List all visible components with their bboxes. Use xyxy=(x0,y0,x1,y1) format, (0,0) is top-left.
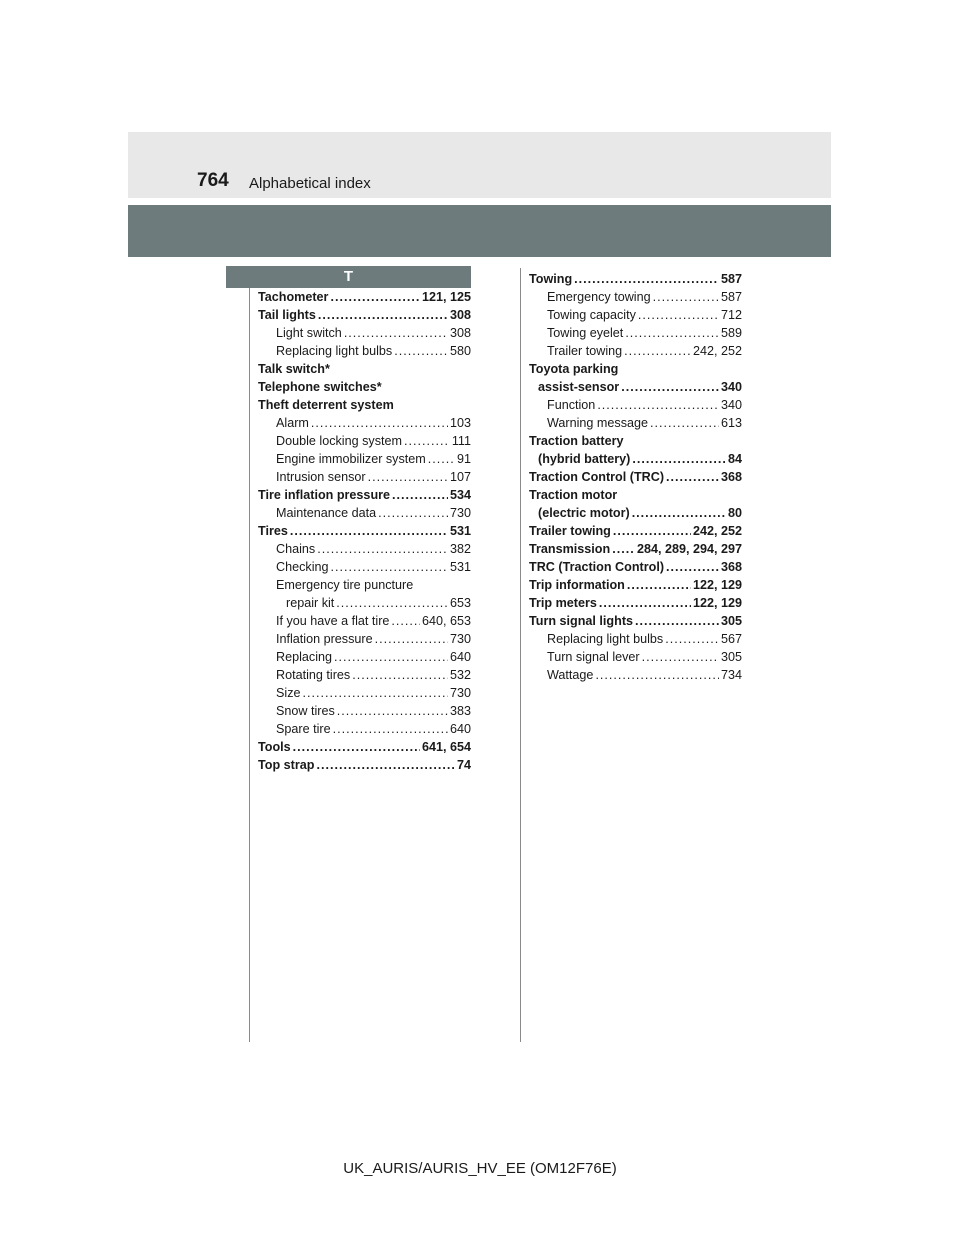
leader-dots xyxy=(599,594,691,612)
leader-dots xyxy=(428,450,455,468)
index-entry-label: Snow tires xyxy=(276,704,335,718)
index-entry xyxy=(529,306,742,324)
leader-dots xyxy=(574,270,719,288)
leader-dots xyxy=(665,630,719,648)
leader-dots xyxy=(303,684,448,702)
index-column-left xyxy=(258,288,471,774)
index-entry-page[interactable]: 74 xyxy=(456,758,471,772)
index-entry xyxy=(529,324,742,342)
index-entry-page[interactable]: 340 xyxy=(720,380,742,394)
index-entry-page[interactable]: 84 xyxy=(727,452,742,466)
index-entry xyxy=(258,756,471,774)
leader-dots xyxy=(632,504,726,522)
index-entry-label: Warning message xyxy=(547,416,649,430)
index-entry-page[interactable]: 730 xyxy=(449,632,471,646)
leader-dots xyxy=(595,666,719,684)
leader-dots xyxy=(650,414,719,432)
index-entry xyxy=(529,270,742,288)
index-entry-page[interactable]: 532 xyxy=(449,668,471,682)
index-entry-label: Trailer towing xyxy=(529,524,611,538)
index-entry-label: Tires xyxy=(258,524,288,538)
leader-dots xyxy=(624,342,691,360)
index-entry xyxy=(529,666,742,684)
index-entry xyxy=(529,378,742,396)
index-entry-label: Tachometer xyxy=(258,290,329,304)
leader-dots xyxy=(404,432,450,450)
index-entry-label: Towing eyelet xyxy=(547,326,624,340)
leader-dots xyxy=(334,648,448,666)
leader-dots xyxy=(317,540,448,558)
index-entry xyxy=(529,360,742,378)
index-entry-label: Alarm xyxy=(276,416,309,430)
index-entry xyxy=(258,288,471,306)
column-divider-right xyxy=(520,268,521,1042)
leader-dots xyxy=(331,558,448,576)
index-entry xyxy=(258,504,471,522)
index-entry xyxy=(529,468,742,486)
index-entry-label: Tools xyxy=(258,740,291,754)
index-entry-page[interactable]: 242, 252 xyxy=(692,344,742,358)
index-entry-label: Wattage xyxy=(547,668,594,682)
leader-dots xyxy=(316,756,455,774)
index-entry xyxy=(529,414,742,432)
index-entry-page[interactable]: 368 xyxy=(720,560,742,574)
index-entry-label: Inflation pressure xyxy=(276,632,373,646)
section-title: Alphabetical index xyxy=(249,175,371,192)
index-entry-label: Chains xyxy=(276,542,316,556)
index-entry-label: Double locking system xyxy=(276,434,402,448)
index-entry-page[interactable]: 308 xyxy=(449,326,471,340)
index-entry xyxy=(258,702,471,720)
header-bar xyxy=(128,132,831,198)
index-entry-page[interactable]: 305 xyxy=(720,650,742,664)
leader-dots xyxy=(612,540,635,558)
index-entry xyxy=(258,594,471,612)
index-entry-page[interactable]: 734 xyxy=(720,668,742,682)
index-entry-page[interactable]: 531 xyxy=(449,524,471,538)
index-entry-label: Telephone switches* xyxy=(258,380,382,394)
index-entry xyxy=(258,630,471,648)
page-number: 764 xyxy=(197,170,229,191)
index-entry xyxy=(258,306,471,324)
leader-dots xyxy=(621,378,719,396)
index-entry-label: Rotating tires xyxy=(276,668,351,682)
index-entry xyxy=(258,666,471,684)
index-entry xyxy=(529,648,742,666)
index-entry xyxy=(529,396,742,414)
index-entry-label: Traction battery xyxy=(529,434,624,448)
index-entry-page[interactable]: 242, 252 xyxy=(692,524,742,538)
index-entry-label: Replacing light bulbs xyxy=(547,632,664,646)
index-entry-label: assist-sensor xyxy=(538,380,620,394)
index-entry-page[interactable]: 308 xyxy=(449,308,471,322)
index-entry xyxy=(529,558,742,576)
index-entry-label: Intrusion sensor xyxy=(276,470,366,484)
index-entry-label: Trip meters xyxy=(529,596,597,610)
index-entry-label: Traction Control (TRC) xyxy=(529,470,665,484)
index-entry-page[interactable]: 107 xyxy=(449,470,471,484)
index-entry-page[interactable]: 368 xyxy=(720,470,742,484)
index-entry xyxy=(258,486,471,504)
leader-dots xyxy=(330,288,420,306)
index-entry-page[interactable]: 534 xyxy=(449,488,471,502)
index-entry-label: Replacing light bulbs xyxy=(276,344,393,358)
index-entry xyxy=(258,450,471,468)
index-entry-page[interactable]: 80 xyxy=(727,506,742,520)
index-entry-label: Transmission xyxy=(529,542,611,556)
leader-dots xyxy=(375,630,448,648)
leader-dots xyxy=(391,612,420,630)
index-entry xyxy=(258,432,471,450)
index-entry xyxy=(258,612,471,630)
footer-model-code: UK_AURIS/AURIS_HV_EE (OM12F76E) xyxy=(343,1160,617,1177)
leader-dots xyxy=(352,666,448,684)
index-entry xyxy=(258,738,471,756)
index-entry xyxy=(529,288,742,306)
index-entry xyxy=(529,432,742,450)
index-entry-page[interactable]: 640, 653 xyxy=(421,614,471,628)
index-entry-label: Size xyxy=(276,686,301,700)
index-entry-label: repair kit xyxy=(286,596,335,610)
index-entry xyxy=(258,648,471,666)
index-entry xyxy=(529,630,742,648)
index-entry-page[interactable]: 121, 125 xyxy=(421,290,471,304)
leader-dots xyxy=(344,324,448,342)
index-entry-page[interactable]: 103 xyxy=(449,416,471,430)
index-entry-label: Turn signal lights xyxy=(529,614,634,628)
index-entry-page[interactable]: 712 xyxy=(720,308,742,322)
index-entry-label: (electric motor) xyxy=(538,506,630,520)
column-divider-left xyxy=(249,288,250,1042)
index-entry-page[interactable]: 730 xyxy=(449,506,471,520)
index-entry xyxy=(258,558,471,576)
leader-dots xyxy=(666,558,719,576)
index-entry-label: Toyota parking xyxy=(529,362,619,376)
index-entry xyxy=(258,684,471,702)
leader-dots xyxy=(337,702,448,720)
leader-dots xyxy=(625,324,719,342)
index-entry-page[interactable]: 567 xyxy=(720,632,742,646)
index-entry xyxy=(258,468,471,486)
leader-dots xyxy=(613,522,691,540)
index-entry-label: (hybrid battery) xyxy=(538,452,631,466)
index-entry-page[interactable]: 382 xyxy=(449,542,471,556)
index-entry xyxy=(529,342,742,360)
leader-dots xyxy=(392,486,448,504)
index-entry-label: Emergency tire puncture xyxy=(276,578,414,592)
index-entry-page[interactable]: 383 xyxy=(449,704,471,718)
index-entry-page[interactable]: 641, 654 xyxy=(421,740,471,754)
index-entry-page[interactable]: 284, 289, 294, 297 xyxy=(636,542,742,556)
index-entry xyxy=(258,324,471,342)
index-entry-label: Trailer towing xyxy=(547,344,623,358)
index-entry xyxy=(529,540,742,558)
index-entry xyxy=(258,342,471,360)
index-entry-label: Traction motor xyxy=(529,488,618,502)
index-entry xyxy=(258,414,471,432)
index-column-right xyxy=(529,270,742,684)
index-entry xyxy=(529,594,742,612)
leader-dots xyxy=(653,288,719,306)
index-entry xyxy=(529,522,742,540)
index-entry-page[interactable]: 340 xyxy=(720,398,742,412)
index-entry-label: Tire inflation pressure xyxy=(258,488,391,502)
index-entry-page[interactable]: 640 xyxy=(449,722,471,736)
leader-dots xyxy=(368,468,448,486)
index-entry-label: Tail lights xyxy=(258,308,316,322)
index-entry xyxy=(258,360,471,378)
index-entry-label: Light switch xyxy=(276,326,342,340)
leader-dots xyxy=(666,468,719,486)
leader-dots xyxy=(632,450,726,468)
index-entry-page[interactable]: 613 xyxy=(720,416,742,430)
index-entry-page[interactable]: 587 xyxy=(720,272,742,286)
leader-dots xyxy=(597,396,719,414)
index-entry xyxy=(258,540,471,558)
leader-dots xyxy=(333,720,448,738)
index-entry-label: Towing capacity xyxy=(547,308,636,322)
index-entry-label: Engine immobilizer system xyxy=(276,452,426,466)
leader-dots xyxy=(394,342,448,360)
index-entry-label: TRC (Traction Control) xyxy=(529,560,665,574)
index-entry-page[interactable]: 580 xyxy=(449,344,471,358)
leader-dots xyxy=(290,522,448,540)
index-entry xyxy=(258,522,471,540)
index-entry xyxy=(529,504,742,522)
index-entry-label: Towing xyxy=(529,272,573,286)
index-entry xyxy=(529,450,742,468)
leader-dots xyxy=(378,504,448,522)
index-entry-page[interactable]: 730 xyxy=(449,686,471,700)
leader-dots xyxy=(638,306,719,324)
header-band xyxy=(128,205,831,257)
index-entry-page[interactable]: 587 xyxy=(720,290,742,304)
index-entry xyxy=(258,378,471,396)
leader-dots xyxy=(311,414,448,432)
index-entry-label: Turn signal lever xyxy=(547,650,640,664)
leader-dots xyxy=(627,576,691,594)
leader-dots xyxy=(293,738,420,756)
index-entry xyxy=(258,720,471,738)
index-entry-label: Function xyxy=(547,398,596,412)
leader-dots xyxy=(318,306,448,324)
index-entry-label: Theft deterrent system xyxy=(258,398,394,412)
index-entry-page[interactable]: 305 xyxy=(720,614,742,628)
index-entry xyxy=(529,486,742,504)
index-entry-page[interactable]: 589 xyxy=(720,326,742,340)
index-entry-page[interactable]: 91 xyxy=(456,452,471,466)
index-entry-page[interactable]: 640 xyxy=(449,650,471,664)
index-entry xyxy=(258,396,471,414)
index-entry-page[interactable]: 111 xyxy=(451,434,471,448)
index-entry xyxy=(529,576,742,594)
index-entry-label: If you have a flat tire xyxy=(276,614,390,628)
index-entry xyxy=(529,612,742,630)
index-entry-page[interactable]: 531 xyxy=(449,560,471,574)
index-entry-label: Spare tire xyxy=(276,722,331,736)
index-entry-label: Top strap xyxy=(258,758,315,772)
index-entry-label: Replacing xyxy=(276,650,333,664)
index-entry-label: Checking xyxy=(276,560,329,574)
leader-dots xyxy=(635,612,719,630)
index-letter-tab: T xyxy=(226,266,471,288)
index-entry-page[interactable]: 122, 129 xyxy=(692,578,742,592)
index-entry-page[interactable]: 122, 129 xyxy=(692,596,742,610)
index-entry xyxy=(258,576,471,594)
index-entry-label: Emergency towing xyxy=(547,290,651,304)
leader-dots xyxy=(336,594,448,612)
index-entry-page[interactable]: 653 xyxy=(449,596,471,610)
index-entry-label: Talk switch* xyxy=(258,362,330,376)
leader-dots xyxy=(642,648,719,666)
index-entry-label: Trip information xyxy=(529,578,625,592)
index-entry-label: Maintenance data xyxy=(276,506,377,520)
